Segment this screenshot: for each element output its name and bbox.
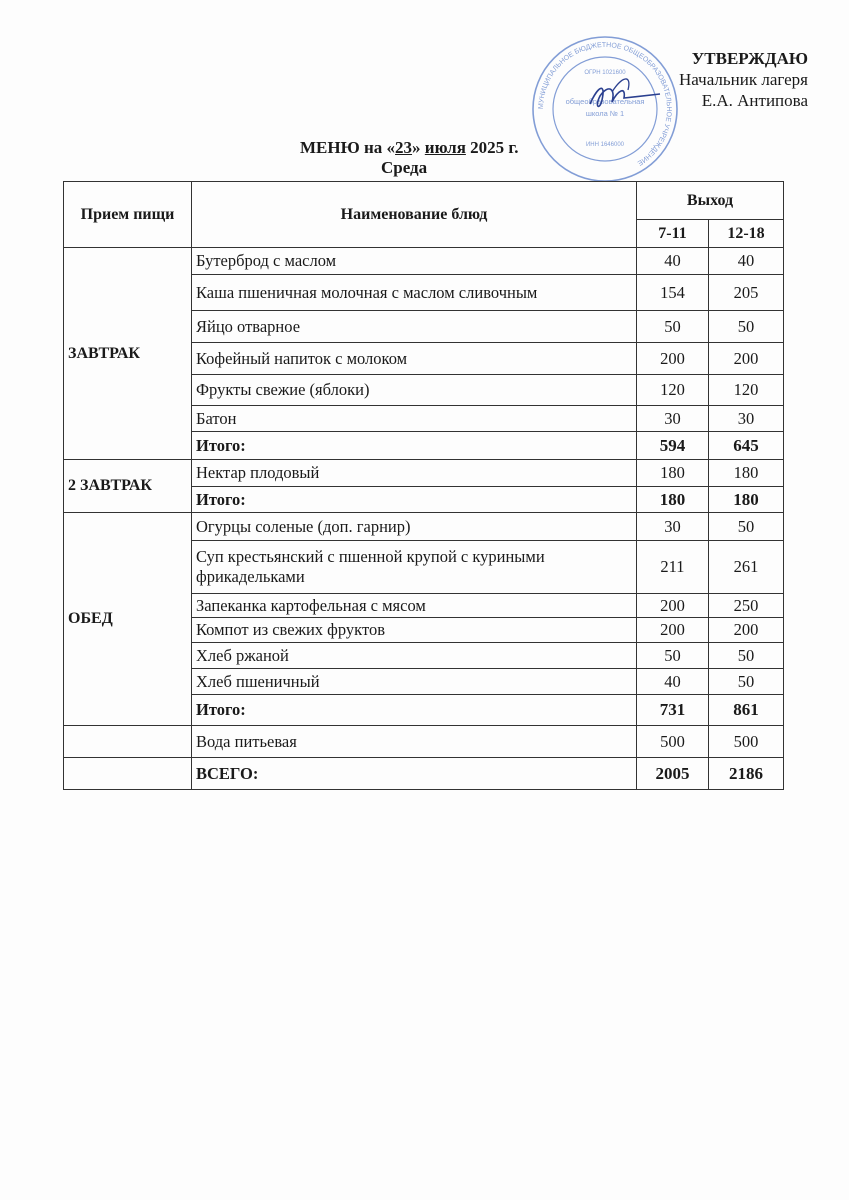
subtotal-row: Итого: 731 861: [64, 695, 784, 726]
header-dish: Наименование блюд: [192, 182, 637, 248]
meal-lunch: ОБЕД: [64, 513, 192, 726]
svg-text:ОГРН 1021600: ОГРН 1021600: [584, 70, 626, 76]
header-age-12-18: 12-18: [709, 220, 784, 248]
table-row: 2 ЗАВТРАК Нектар плодовый 180 180: [64, 460, 784, 487]
table-row: Каша пшеничная молочная с маслом сливочным 154 205: [64, 275, 784, 311]
table-row: Суп крестьянский с пшенной крупой с куриными фрикадельками 211 261: [64, 541, 784, 594]
menu-title-line: МЕНЮ на «23» июля 2025 г.: [300, 138, 519, 157]
menu-month: июля: [424, 138, 466, 157]
table-row: Вода питьевая 500 500: [64, 726, 784, 758]
table-row: Хлеб пшеничный 40 50: [64, 669, 784, 695]
table-row: Запеканка картофельная с мясом 200 250: [64, 594, 784, 618]
table-row: Яйцо отварное 50 50: [64, 311, 784, 343]
approval-block: [679, 48, 808, 111]
table-row: Батон 30 30: [64, 406, 784, 432]
official-stamp: [520, 34, 690, 184]
svg-text:МУНИЦИПАЛЬНОЕ БЮДЖЕТНОЕ ОБЩЕОБ: МУНИЦИПАЛЬНОЕ БЮДЖЕТНОЕ ОБЩЕОБРАЗОВАТЕЛЬНОЕ УЧРЕЖДЕНИЕ: [537, 41, 673, 167]
approval-name: Е.А. Антипова: [701, 91, 808, 110]
subtotal-row: Итого: 180 180: [64, 487, 784, 513]
table-row: Компот из свежих фруктов 200 200: [64, 618, 784, 643]
table-row: Фрукты свежие (яблоки) 120 120: [64, 375, 784, 406]
grand-total-12-18: 2186: [709, 758, 784, 790]
menu-weekday: Среда: [381, 158, 428, 177]
table-row: Кофейный напиток с молоком 200 200: [64, 343, 784, 375]
subtotal-row: Итого: 594 645: [64, 432, 784, 460]
grand-total-7-11: 2005: [637, 758, 709, 790]
meal-breakfast: ЗАВТРАК: [64, 248, 192, 460]
table-row: ЗАВТРАК Бутерброд с маслом 40 40: [64, 248, 784, 275]
table-row: Хлеб ржаной 50 50: [64, 643, 784, 669]
water-dish: Вода питьевая: [192, 726, 637, 758]
approval-heading: УТВЕРЖДАЮ: [691, 49, 808, 68]
header-meal: Прием пищи: [64, 182, 192, 248]
header-age-7-11: 7-11: [637, 220, 709, 248]
grand-total-label: ВСЕГО:: [192, 758, 637, 790]
menu-day: 23: [395, 138, 413, 157]
table-row: ОБЕД Огурцы соленые (доп. гарнир) 30 50: [64, 513, 784, 541]
grand-total-row: [64, 758, 784, 790]
svg-text:ИНН 1646000: ИНН 1646000: [585, 142, 625, 148]
svg-text:общеобразовательная: общеобразовательная: [565, 97, 645, 106]
header-output: Выход: [637, 182, 784, 220]
meal-second-breakfast: 2 ЗАВТРАК: [64, 460, 192, 513]
approval-position: Начальник лагеря: [679, 70, 808, 89]
menu-table: [63, 181, 784, 790]
svg-text:школа № 1: школа № 1: [585, 109, 625, 118]
